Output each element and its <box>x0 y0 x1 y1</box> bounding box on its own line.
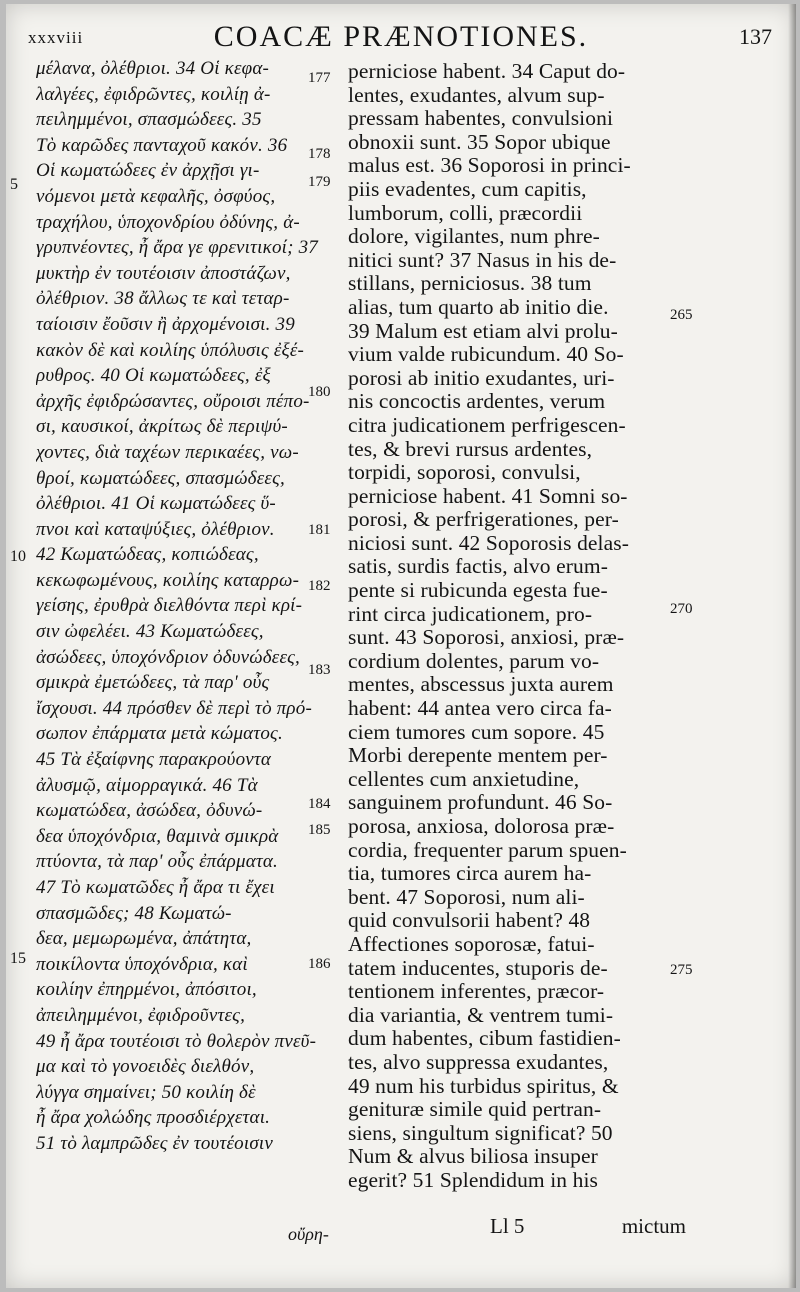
margin-aphorism-number: 186 <box>308 956 331 972</box>
greek-text-line: ἀλυσμῷ, αἱμορραγικά. 46 Τὰ <box>36 774 258 796</box>
gathering-signature: Ll 5 <box>490 1214 525 1238</box>
greek-text-line: νόμενοι μετὰ κεφαλῆς, ὀσφύος, <box>36 185 276 207</box>
page-number: 137 <box>739 24 772 49</box>
greek-text-line: γρυπνέοντες, ἦ ἄρα γε φρενιτικοί; 37 <box>36 237 318 259</box>
catchword: mictum <box>621 1214 686 1238</box>
latin-text-line: obnoxii sunt. 35 Sopor ubique <box>348 130 611 154</box>
latin-text-line: lentes, exudantes, alvum sup- <box>348 83 605 107</box>
greek-text-line: ταίοισιν ἔοῦσιν ἢ ἀρχομένοισι. 39 <box>36 313 295 335</box>
latin-text-line: niciosi sunt. 42 Soporosis delas- <box>348 531 630 555</box>
greek-text-line: μέλανα, ὀλέθριοι. 34 Οἱ κεφα- <box>36 58 270 79</box>
greek-text-line: ρυθρος. 40 Οἱ κωματώδεες, ἐξ <box>36 365 271 387</box>
latin-text-line: dolore, vigilantes, num phre- <box>348 225 600 249</box>
margin-aphorism-number: 180 <box>308 384 331 400</box>
latin-text-line: porosi ab initio exudantes, uri- <box>348 366 615 390</box>
greek-text-line: κεκωφωμένους, κοιλίης καταρρω- <box>36 569 300 591</box>
latin-text-line: tes, alvo suppressa exudantes, <box>348 1050 609 1074</box>
latin-text-line: malus est. 36 Soporosi in princi- <box>348 154 631 178</box>
greek-text-column <box>36 56 336 1157</box>
latin-text-line: cordium dolentes, parum vo- <box>348 649 600 673</box>
latin-text-line: torpidi, soporosi, convulsi, <box>348 461 581 485</box>
greek-text-line: ἀπειλημμένοι, ἐφιδροῦντες, <box>36 1004 246 1026</box>
greek-text-line: ὀλέθριοι. 41 Οἱ κωματώδεες ὕ- <box>36 493 276 515</box>
margin-aphorism-number: 181 <box>308 522 331 538</box>
greek-text-line: σι, καυσικοί, ἀκρίτως δὲ περιψύ- <box>36 416 288 438</box>
margin-aphorism-number: 179 <box>308 174 331 190</box>
latin-text-line: quid convulsorii habent? 48 <box>348 909 591 933</box>
greek-text-line: γείσης, ἐρυθρὰ διελθόντα περὶ κρί- <box>36 595 303 617</box>
greek-text-line: ἀρχῆς ἐφιδρώσαντες, οὔροισι πέπο- <box>36 390 310 412</box>
latin-text-line: ciem tumores cum sopore. 45 <box>348 720 605 744</box>
margin-line-number: 10 <box>10 548 26 565</box>
latin-text-line: mentes, abscessus juxta aurem <box>348 673 614 697</box>
greek-text-line: κακὸν δὲ καὶ κοιλίης ὑπόλυσις ἐξέ- <box>36 339 305 361</box>
latin-text-line: Affectiones soporosæ, fatui- <box>348 932 595 956</box>
latin-text-line: dia variantia, & ventrem tumi- <box>348 1003 614 1027</box>
latin-text-line: siens, singultum significat? 50 <box>348 1121 613 1145</box>
greek-text-line: 45 Τὰ ἐξαίφνης παρακρούοντα <box>36 749 272 771</box>
greek-text-line: χοντες, διὰ ταχέων περικαέες, νω- <box>36 441 299 463</box>
latin-text-line: satis, surdis factis, alvo erum- <box>348 555 608 579</box>
greek-text-line: θροί, κωματώδεες, σπασμώδεες, <box>36 467 285 489</box>
greek-text-line: πτύοντα, τὰ παρ' οὖς ἐπάρματα. <box>36 851 279 873</box>
margin-aphorism-number: 183 <box>308 662 331 678</box>
greek-text-line: πνοι καὶ καταψύξιες, ὀλέθριον. <box>36 518 275 540</box>
latin-text-line: sunt. 43 Soporosi, anxiosi, præ- <box>348 626 625 650</box>
latin-text-line: piis evadentes, cum capitis, <box>348 177 587 201</box>
latin-text-line: pressam habentes, convulsioni <box>348 107 614 131</box>
latin-text-line: habent: 44 antea vero circa fa- <box>348 697 612 721</box>
latin-text-line: perniciose habent. 34 Caput do- <box>348 60 626 83</box>
latin-text-line: genituræ simile quid pertran- <box>348 1098 602 1122</box>
greek-text-line: ἦ ἄρα χολώδης προσδιέρχεται. <box>36 1107 271 1129</box>
latin-text-line: rint circa judicationem, pro- <box>348 602 593 626</box>
latin-text-line: porosi, & perfrigerationes, per- <box>348 508 619 532</box>
running-header <box>6 14 796 54</box>
latin-text-line: porosa, anxiosa, dolorosa præ- <box>348 815 615 838</box>
book-page <box>6 4 796 1288</box>
greek-text-line: κωματώδεα, ἀσώδεα, ὀδυνώ- <box>36 800 263 822</box>
margin-aphorism-number: 178 <box>308 146 331 162</box>
latin-text-line: cordia, frequenter parum spuen- <box>348 838 627 862</box>
greek-text-line: ὀλέθριον. 38 ἄλλως τε καὶ τεταρ- <box>36 288 290 310</box>
greek-text-line: 49 ἦ ἄρα τουτέοισι τὸ θολερὸν πνεῦ- <box>36 1030 317 1052</box>
latin-text-line: perniciose habent. 41 Somni so- <box>348 484 628 508</box>
greek-catchword: οὔρη- <box>288 1224 329 1244</box>
latin-text-line: tes, & brevi rursus ardentes, <box>348 437 593 461</box>
greek-text-line: μυκτὴρ ἐν τουτέοισιν ἀποστάζων, <box>36 262 291 284</box>
page-title: COACÆ PRÆNOTIONES. <box>213 20 589 53</box>
page-edge-shadow <box>788 4 796 1288</box>
latin-text-line: tatem inducentes, stuporis de- <box>348 956 608 980</box>
margin-line-number: 5 <box>10 176 18 193</box>
margin-aphorism-number: 185 <box>308 822 331 838</box>
greek-text-line: ἴσχουσι. 44 πρόσθεν δὲ περὶ τὸ πρό- <box>36 697 312 719</box>
latin-text-line: nis concoctis ardentes, verum <box>348 390 606 414</box>
margin-aphorism-number: 182 <box>308 578 331 594</box>
greek-text-line: σιν ὠφελέει. 43 Κωματώδεες, <box>36 621 264 643</box>
greek-text-line: μα καὶ τὸ γονοειδὲς διελθόν, <box>36 1056 255 1078</box>
latin-text-line: 49 num his turbidus spiritus, & <box>348 1074 619 1098</box>
margin-line-number: 275 <box>670 962 693 978</box>
greek-text-line: 42 Κωματώδεας, κοπιώδεας, <box>36 544 259 566</box>
latin-text-line: stillans, perniciosus. 38 tum <box>348 272 592 296</box>
header-signature: xxxviii <box>28 28 84 47</box>
greek-text-line: 47 Τὸ κωματῶδες ἦ ἄρα τι ἔχει <box>36 877 275 898</box>
greek-text-line: ποικίλοντα ὑποχόνδρια, καὶ <box>36 953 248 975</box>
latin-text-line: vium valde rubicundum. 40 So- <box>348 343 624 367</box>
latin-text-line: lumborum, colli, præcordii <box>348 201 583 225</box>
greek-text-line: σμικρὰ ἐμετώδεες, τὰ παρ' οὖς <box>36 672 270 694</box>
greek-text-line: σπασμῶδες; 48 Κωματώ- <box>36 902 232 924</box>
margin-line-number: 265 <box>670 307 693 323</box>
margin-line-number: 270 <box>670 601 693 617</box>
greek-text-line: λύγγα σημαίνει; 50 κοιλίη δὲ <box>36 1081 256 1103</box>
latin-text-line: cellentes cum anxietudine, <box>348 767 580 791</box>
greek-text-line: σωπον ἐπάρματα μετὰ κώματος. <box>36 723 283 745</box>
latin-text-line: tia, tumores circa aurem ha- <box>348 862 592 886</box>
latin-text-line: citra judicationem perfrigescen- <box>348 413 626 437</box>
greek-text-line: 51 τὸ λαμπρῶδες ἐν τουτέοισιν <box>36 1132 274 1154</box>
latin-text-line: 39 Malum est etiam alvi prolu- <box>348 319 618 343</box>
greek-text-line: τραχήλου, ὑποχονδρίου ὀδύνης, ἀ- <box>36 211 300 233</box>
latin-text-line: Morbi derepente mentem per- <box>348 744 608 768</box>
greek-text-line: πειλημμένοι, σπασμώδεες. 35 <box>36 109 262 131</box>
latin-text-line: egerit? 51 Splendidum in his <box>348 1168 599 1192</box>
greek-text-line: κοιλίην ἐπηρμένοι, ἀπόσιτοι, <box>36 979 257 1001</box>
greek-text-line: ἀσώδεες, ὑποχόνδριον ὀδυνώδεες, <box>36 646 300 668</box>
latin-text-line: sanguinem profundunt. 46 So- <box>348 791 613 815</box>
latin-text-line: nitici sunt? 37 Nasus in his de- <box>348 248 617 272</box>
latin-text-line: Num & alvus biliosa insuper <box>348 1145 598 1169</box>
latin-text-line: bent. 47 Soporosi, num ali- <box>348 885 585 909</box>
margin-aphorism-number: 177 <box>308 70 331 86</box>
latin-text-line: alias, tum quarto ab initio die. <box>348 295 609 319</box>
latin-text-line: dum habentes, cibum fastidien- <box>348 1027 621 1051</box>
latin-text-line: pente si rubicunda egesta fue- <box>348 579 608 603</box>
latin-text-column <box>348 60 668 1193</box>
greek-text-line: λαλγέες, ἐφιδρῶντες, κοιλίῃ ἀ- <box>36 83 271 105</box>
latin-text-line: tentionem inferentes, præcor- <box>348 980 605 1004</box>
greek-text-line: δεα ὑποχόνδρια, θαμινὰ σμικρὰ <box>36 825 279 847</box>
margin-aphorism-number: 184 <box>308 796 331 812</box>
margin-line-number: 15 <box>10 950 26 967</box>
greek-text-line: δεα, μεμωρωμένα, ἀπάτητα, <box>36 928 252 950</box>
greek-text-line: Τὸ καρῶδες πανταχοῦ κακόν. 36 <box>36 134 288 156</box>
greek-text-line: Οἱ κωματώδεες ἐν ἀρχῇσι γι- <box>36 160 260 182</box>
